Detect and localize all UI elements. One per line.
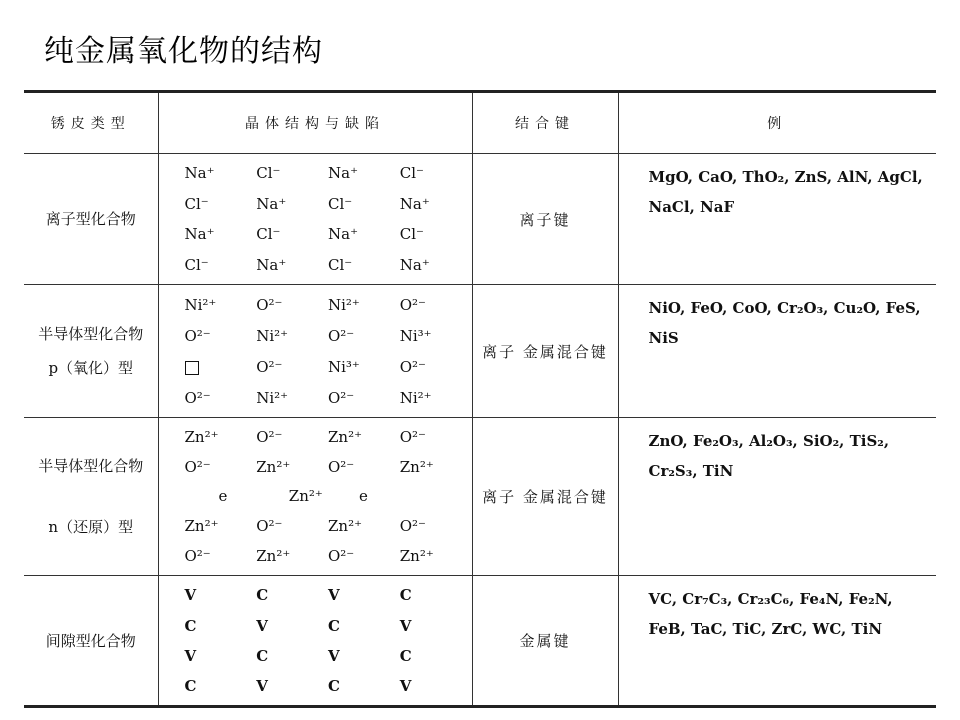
ion: Zn²⁺	[256, 547, 291, 566]
lattice-row	[159, 256, 472, 274]
electron: e	[359, 487, 368, 506]
ion: Zn²⁺	[399, 547, 434, 566]
ion: Na⁺	[328, 164, 358, 183]
lattice-row-electrons	[159, 487, 472, 505]
type-sublabel: n（还原）型	[48, 517, 134, 536]
lattice-cell	[158, 154, 472, 285]
table-row-n-type	[24, 418, 936, 576]
bond-cell: 离子 金属混合键	[472, 285, 618, 418]
ion: O²⁻	[328, 457, 355, 476]
atom: V	[184, 646, 197, 665]
lattice-row	[159, 164, 472, 182]
ion: O²⁻	[328, 388, 355, 407]
bond-cell: 金属键	[472, 576, 618, 706]
header-examples: 例	[618, 93, 936, 154]
type-label: 半导体型化合物	[38, 457, 144, 475]
lattice-cell	[158, 576, 472, 706]
ion: Cl⁻	[184, 194, 209, 213]
ion: O²⁻	[399, 295, 426, 314]
ion: Zn²⁺	[288, 487, 323, 506]
ion: Ni²⁺	[184, 295, 217, 314]
ion: O²⁻	[184, 547, 211, 566]
slide-title: 纯金属氧化物的结构	[44, 34, 323, 69]
ion: Zn²⁺	[256, 457, 291, 476]
ion: O²⁻	[184, 457, 211, 476]
examples-cell: ZnO, Fe₂O₃, Al₂O₃, SiO₂, TiS₂, Cr₂S₃, TiN	[618, 418, 936, 576]
ion: Na⁺	[256, 255, 287, 274]
atom: C	[328, 677, 340, 696]
ion: O²⁻	[328, 326, 355, 345]
atom: C	[184, 677, 197, 696]
ion: Ni²⁺	[399, 388, 432, 407]
atom: C	[399, 646, 412, 665]
ion: Cl⁻	[399, 164, 424, 183]
table-row-p-type	[24, 285, 936, 418]
atom: C	[256, 586, 269, 605]
examples-cell: NiO, FeO, CoO, Cr₂O₃, Cu₂O, FeS, NiS	[618, 285, 936, 418]
ion: Na⁺	[256, 194, 287, 213]
ion: O²⁻	[399, 427, 426, 446]
ion: Cl⁻	[256, 225, 281, 244]
lattice-row	[159, 586, 472, 604]
ion: Cl⁻	[399, 225, 424, 244]
header-bond: 结合键	[472, 93, 618, 154]
lattice-grid	[159, 418, 472, 575]
header-scale-type: 锈皮类型	[24, 93, 158, 154]
lattice-row	[159, 647, 472, 665]
lattice-row	[159, 195, 472, 213]
ion: Na⁺	[184, 225, 215, 244]
type-cell	[24, 418, 158, 576]
vacancy-icon	[185, 358, 257, 376]
lattice-row	[159, 225, 472, 243]
ion: Cl⁻	[328, 255, 353, 274]
ion: Zn²⁺	[328, 427, 363, 446]
ion: Cl⁻	[256, 164, 281, 183]
ion: Ni³⁺	[328, 357, 360, 376]
type-label: 半导体型化合物	[38, 324, 144, 343]
ion: O²⁻	[256, 357, 283, 376]
atom: V	[328, 586, 340, 605]
header-row	[24, 93, 936, 154]
lattice-row	[159, 677, 472, 695]
ion: Zn²⁺	[184, 517, 219, 536]
ion: Zn²⁺	[328, 517, 363, 536]
atom: V	[399, 677, 412, 696]
atom: V	[184, 586, 197, 605]
table-row-interstitial	[24, 576, 936, 706]
atom: C	[184, 616, 197, 635]
ion: O²⁻	[399, 517, 426, 536]
type-label: 离子型化合物	[45, 209, 136, 228]
lattice-row	[159, 617, 472, 635]
lattice-grid	[159, 285, 472, 417]
lattice-row	[159, 428, 472, 446]
ion: O²⁻	[184, 326, 211, 345]
ion: Na⁺	[399, 255, 430, 274]
lattice-row	[159, 296, 472, 314]
ion: Cl⁻	[184, 255, 209, 274]
ion: O²⁻	[256, 427, 283, 446]
type-sublabel: p（氧化）型	[48, 359, 134, 377]
lattice-row	[159, 517, 472, 535]
lattice-cell	[158, 285, 472, 418]
electron: e	[218, 487, 228, 506]
atom: C	[328, 616, 340, 635]
type-label: 间隙型化合物	[45, 631, 136, 650]
examples-cell: VC, Cr₇C₃, Cr₂₃C₆, Fe₄N, Fe₂N, FeB, TaC, TiC, ZrC, WC, TiN	[618, 576, 936, 706]
ion: Zn²⁺	[399, 457, 434, 476]
type-cell	[24, 576, 158, 706]
examples-cell: MgO, CaO, ThO₂, ZnS, AlN, AgCl, NaCl, NaF	[618, 154, 936, 285]
bottom-rule	[24, 705, 936, 708]
lattice-row	[159, 458, 472, 476]
ion: Cl⁻	[328, 194, 353, 213]
ion: O²⁻	[399, 357, 426, 376]
ion: Ni²⁺	[256, 326, 289, 345]
lattice-grid	[159, 576, 472, 706]
table-row-ionic	[24, 154, 936, 285]
atom: V	[256, 616, 268, 635]
atom: C	[399, 586, 412, 605]
bond-cell: 离子键	[472, 154, 618, 285]
lattice-row	[159, 327, 472, 345]
oxide-structure-table	[24, 90, 936, 708]
ion: Ni²⁺	[328, 295, 360, 314]
atom: C	[256, 646, 269, 665]
lattice-row	[159, 389, 472, 407]
atom: V	[399, 616, 412, 635]
lattice-row	[159, 547, 472, 565]
ion: O²⁻	[328, 547, 355, 566]
ion: O²⁻	[256, 295, 283, 314]
lattice-grid	[159, 154, 472, 284]
structure-table	[24, 93, 936, 706]
atom: V	[256, 677, 268, 696]
ion: Ni²⁺	[256, 388, 289, 407]
bond-cell: 离子 金属混合键	[472, 418, 618, 576]
ion: O²⁻	[256, 517, 283, 536]
type-cell	[24, 285, 158, 418]
ion: Na⁺	[399, 194, 430, 213]
ion: Zn²⁺	[184, 427, 219, 446]
ion: Ni³⁺	[399, 326, 432, 345]
header-crystal-structure: 晶体结构与缺陷	[158, 93, 472, 154]
lattice-row	[159, 358, 472, 376]
ion: Na⁺	[184, 164, 215, 183]
lattice-cell	[158, 418, 472, 576]
ion: O²⁻	[184, 388, 211, 407]
ion: Na⁺	[328, 225, 358, 244]
atom: V	[328, 646, 340, 665]
type-cell	[24, 154, 158, 285]
